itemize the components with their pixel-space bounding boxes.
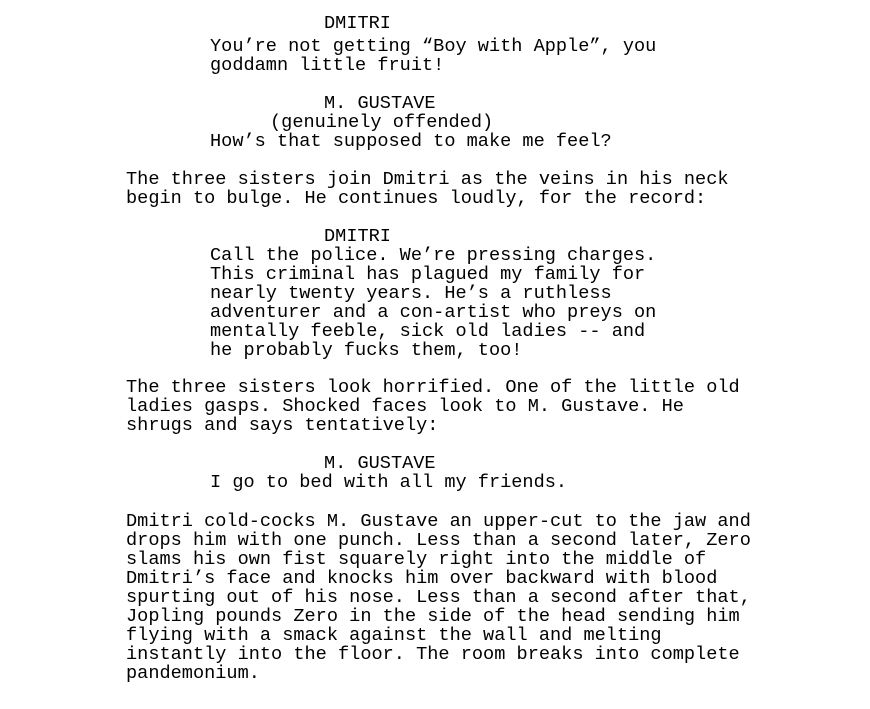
action-line: ladies gasps. Shocked faces look to M. Gustave. He	[126, 396, 684, 417]
character-name: DMITRI	[324, 226, 391, 247]
action-line: instantly into the floor. The room breaks into complete	[126, 644, 740, 665]
action-line: The three sisters join Dmitri as the veins in his neck	[126, 169, 729, 190]
action-line: slams his own fist squarely right into the middle of	[126, 549, 707, 570]
character-name: M. GUSTAVE	[324, 453, 436, 474]
action-line: The three sisters look horrified. One of the little old	[126, 377, 740, 398]
dialogue-line: he probably fucks them, too!	[210, 340, 523, 361]
dialogue-line: goddamn little fruit!	[210, 55, 445, 76]
action-line: Jopling pounds Zero in the side of the head sending him	[126, 606, 740, 627]
action-line: drops him with one punch. Less than a second later, Zero	[126, 530, 751, 551]
action-line: pandemonium.	[126, 663, 260, 684]
character-name: DMITRI	[324, 13, 391, 34]
dialogue-line: nearly twenty years. He’s a ruthless	[210, 283, 612, 304]
action-line: Dmitri cold-cocks M. Gustave an upper-cut to the jaw and	[126, 511, 751, 532]
character-name: M. GUSTAVE	[324, 93, 436, 114]
action-line: begin to bulge. He continues loudly, for the record:	[126, 188, 707, 209]
dialogue-line: This criminal has plagued my family for	[210, 264, 646, 285]
dialogue-line: mentally feeble, sick old ladies -- and	[210, 321, 646, 342]
dialogue-line: How’s that supposed to make me feel?	[210, 131, 612, 152]
dialogue-line: adventurer and a con-artist who preys on	[210, 302, 657, 323]
action-line: Dmitri’s face and knocks him over backward with blood	[126, 568, 718, 589]
action-line: shrugs and says tentatively:	[126, 415, 439, 436]
dialogue-line: You’re not getting “Boy with Apple”, you	[210, 36, 657, 57]
dialogue-line: I go to bed with all my friends.	[210, 472, 568, 493]
action-line: flying with a smack against the wall and melting	[126, 625, 662, 646]
action-line: spurting out of his nose. Less than a second after that,	[126, 587, 751, 608]
dialogue-line: Call the police. We’re pressing charges.	[210, 245, 657, 266]
parenthetical: (genuinely offended)	[270, 112, 494, 133]
